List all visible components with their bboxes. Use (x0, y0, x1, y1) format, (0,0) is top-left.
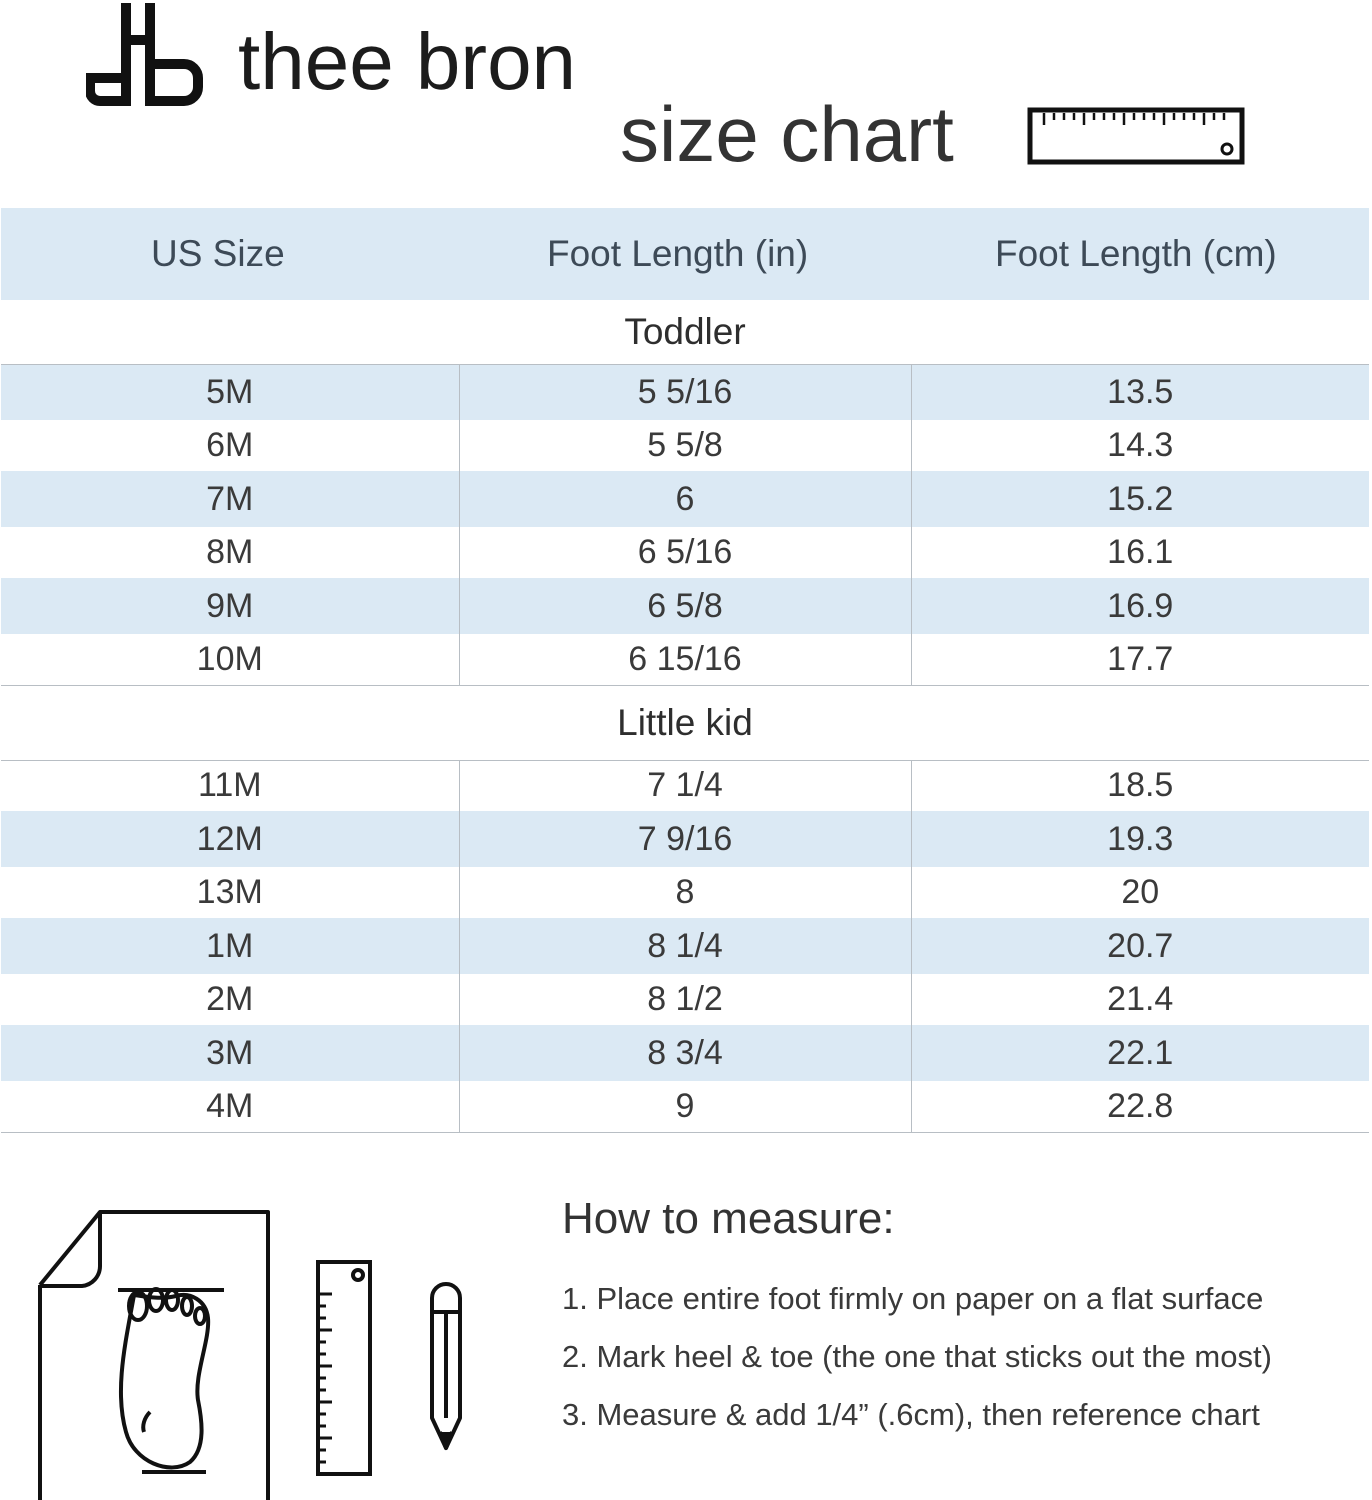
foot-length-cm-cell: 20.7 (911, 918, 1369, 974)
foot-length-in-cell: 7 1/4 (459, 760, 911, 811)
foot-length-cm-cell: 22.1 (911, 1025, 1369, 1081)
us-size-cell: 8M (1, 527, 459, 578)
size-table (1, 208, 1369, 1133)
foot-length-in-cell: 9 (459, 1081, 911, 1132)
table-row (1, 811, 1369, 867)
foot-length-cm-cell: 15.2 (911, 471, 1369, 527)
table-row (1, 527, 1369, 578)
foot-length-in-cell: 8 (459, 867, 911, 918)
foot-length-cm-cell: 21.4 (911, 974, 1369, 1025)
foot-length-in-cell: 6 5/8 (459, 578, 911, 634)
foot-length-cm-cell: 19.3 (911, 811, 1369, 867)
us-size-cell: 9M (1, 578, 459, 634)
table-row (1, 1025, 1369, 1081)
section-row-little-kid (1, 685, 1369, 760)
foot-length-cm-cell: 16.9 (911, 578, 1369, 634)
section-row-toddler (1, 300, 1369, 364)
tb-monogram-icon (86, 0, 206, 110)
table-row (1, 364, 1369, 420)
foot-length-cm-cell: 17.7 (911, 634, 1369, 685)
foot-length-in-cell: 8 1/2 (459, 974, 911, 1025)
paper-foot-icon (40, 1212, 268, 1500)
how-to-step: 2. Mark heel & toe (the one that sticks out the most) (562, 1339, 1272, 1374)
column-header-us-size: US Size (1, 208, 459, 300)
table-row (1, 918, 1369, 974)
foot-length-in-cell: 8 3/4 (459, 1025, 911, 1081)
ruler-icon (318, 1262, 370, 1474)
foot-length-in-cell: 7 9/16 (459, 811, 911, 867)
us-size-cell: 7M (1, 471, 459, 527)
ruler-icon (1026, 105, 1246, 167)
us-size-cell: 1M (1, 918, 459, 974)
foot-length-cm-cell: 13.5 (911, 364, 1369, 420)
foot-length-cm-cell: 22.8 (911, 1081, 1369, 1132)
table-header-row (1, 208, 1369, 300)
section-label: Toddler (1, 300, 1369, 364)
us-size-cell: 11M (1, 760, 459, 811)
us-size-cell: 4M (1, 1081, 459, 1132)
us-size-cell: 6M (1, 420, 459, 471)
us-size-cell: 10M (1, 634, 459, 685)
table-row (1, 420, 1369, 471)
table-row (1, 634, 1369, 685)
foot-length-in-cell: 6 15/16 (459, 634, 911, 685)
how-to-step: 1. Place entire foot firmly on paper on a flat surface (562, 1281, 1264, 1316)
table-row (1, 867, 1369, 918)
foot-length-cm-cell: 16.1 (911, 527, 1369, 578)
table-row (1, 1081, 1369, 1132)
foot-length-cm-cell: 14.3 (911, 420, 1369, 471)
us-size-cell: 12M (1, 811, 459, 867)
how-to-step: 3. Measure & add 1/4” (.6cm), then reference chart (562, 1397, 1260, 1432)
table-row (1, 471, 1369, 527)
table-row (1, 760, 1369, 811)
table-row (1, 974, 1369, 1025)
us-size-cell: 5M (1, 364, 459, 420)
page-title: size chart (620, 90, 954, 178)
how-to-steps (562, 1278, 1272, 1452)
foot-length-in-cell: 5 5/16 (459, 364, 911, 420)
pencil-icon (432, 1284, 460, 1448)
section-label: Little kid (1, 685, 1369, 760)
foot-length-in-cell: 6 (459, 471, 911, 527)
foot-length-in-cell: 6 5/16 (459, 527, 911, 578)
measure-illustration (30, 1200, 480, 1500)
foot-length-cm-cell: 20 (911, 867, 1369, 918)
brand-name: thee bron (238, 17, 577, 106)
us-size-cell: 3M (1, 1025, 459, 1081)
foot-length-in-cell: 5 5/8 (459, 420, 911, 471)
column-header-foot-length-in: Foot Length (in) (459, 208, 911, 300)
column-header-foot-length-cm: Foot Length (cm) (911, 208, 1369, 300)
foot-length-cm-cell: 18.5 (911, 760, 1369, 811)
us-size-cell: 2M (1, 974, 459, 1025)
how-to-title: How to measure: (562, 1194, 895, 1243)
us-size-cell: 13M (1, 867, 459, 918)
table-row (1, 578, 1369, 634)
foot-length-in-cell: 8 1/4 (459, 918, 911, 974)
